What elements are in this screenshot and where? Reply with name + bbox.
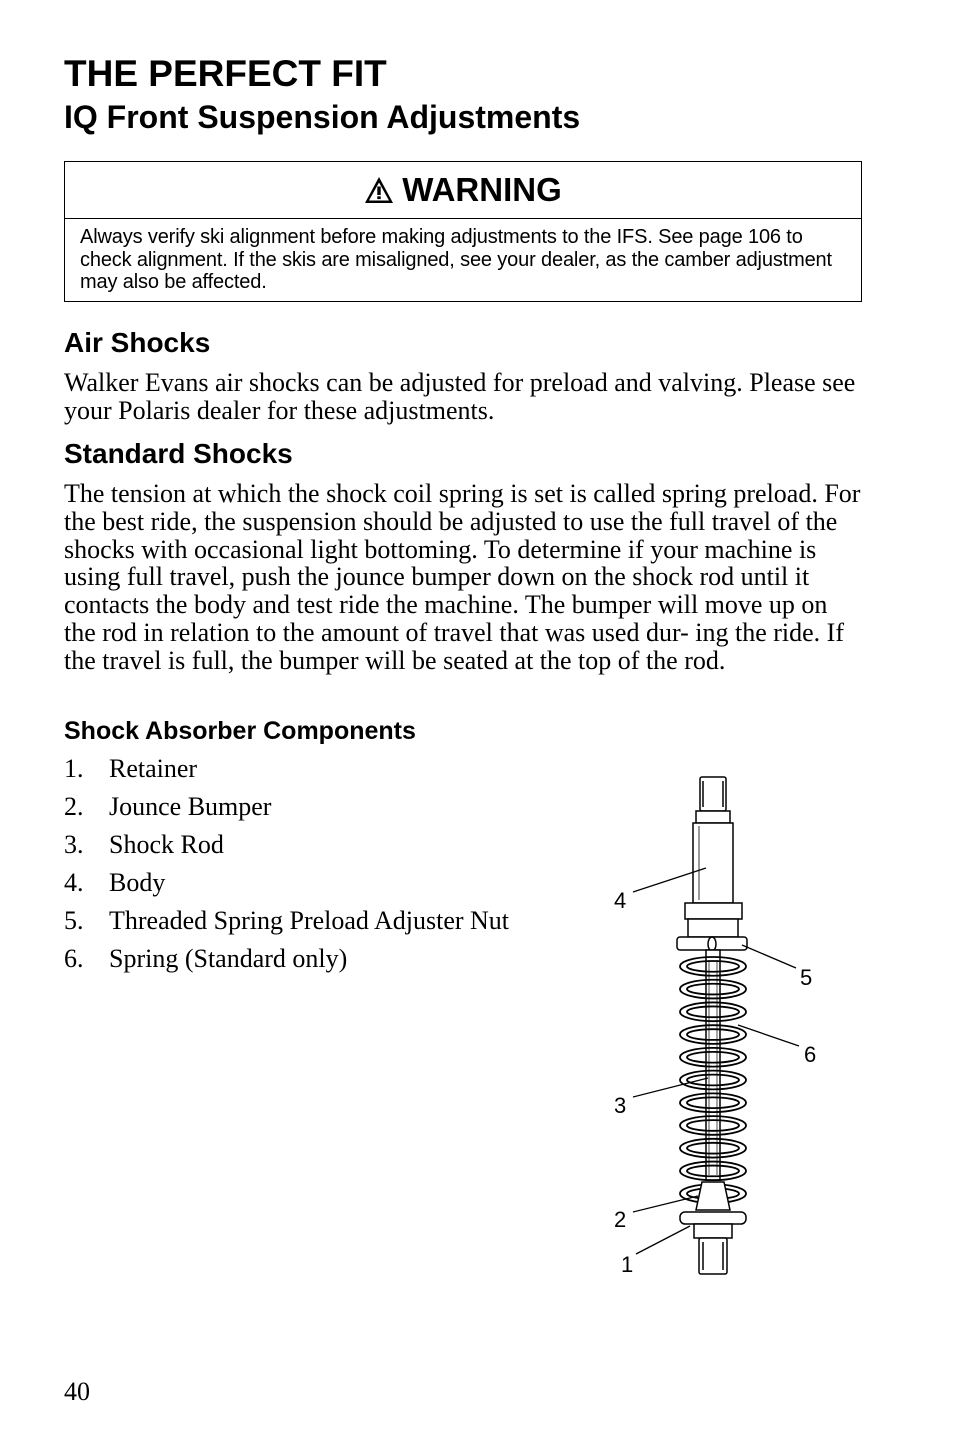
list-item-number: 1. [64,754,84,783]
callout-2: 2 [614,1207,627,1232]
jounce-bumper [696,1182,730,1210]
components-list [64,752,509,980]
list-item [64,904,509,942]
list-item [64,828,509,866]
callout-4: 4 [614,888,627,913]
list-item-label: Body [109,868,166,897]
list-item-label: Shock Rod [109,830,224,859]
components-heading: Shock Absorber Components [64,717,416,745]
list-item-label: Jounce Bumper [109,792,272,821]
list-item-label: Threaded Spring Preload Adjuster Nut [109,906,510,935]
warning-triangle-icon [364,175,394,205]
list-item [64,866,509,904]
list-item-number: 6. [64,944,84,973]
page-title: IQ Front Suspension Adjustments [64,99,581,135]
list-item-number: 3. [64,830,84,859]
warning-title: WARNING [402,171,562,208]
list-item-label: Retainer [109,754,198,783]
list-item [64,790,509,828]
standard-shocks-paragraph: The tension at which the shock coil spring is set is called spring preload. For the best ride, the suspension should be adjusted to use the full travel of the shocks with occasional light bottoming. To determine if your machine is using full travel, push the jounce bumper down on the shock rod until it contacts the body and test ride the machine. The bumper will move up on the rod in relation to the amount of travel that was used dur- ing the ride. If the travel is full, the bumper will be seated at the top of the rod. [64,479,861,675]
lower-retainer [680,1212,746,1224]
page-number: 40 [64,1377,90,1406]
section-title: THE PERFECT FIT [64,53,387,94]
air-shocks-paragraph: Walker Evans air shocks can be adjusted for preload and valving. Please see your Polaris dealer for these adjustments. [64,368,856,425]
warning-box [64,161,862,302]
air-shocks-heading: Air Shocks [64,327,211,358]
list-item [64,752,509,790]
lower-neck [694,1224,732,1238]
callout-6: 6 [804,1042,817,1067]
adjuster-nut [677,937,747,950]
warning-text: Always verify ski alignment before making adjustments to the IFS. See page 106 to check alignment. If the skis are misaligned, see your dealer, as the camber adjustment may also be affected. [80,226,832,293]
list-item-label: Spring (Standard only) [109,944,348,973]
callout-5: 5 [800,965,813,990]
upper-collar [685,903,742,919]
list-item-number: 4. [64,868,84,897]
leader-line-1 [636,1226,690,1254]
standard-shocks-heading: Standard Shocks [64,438,293,469]
callout-3: 3 [614,1093,627,1118]
warning-header [65,162,861,219]
leader-line-2 [633,1196,698,1212]
leader-line-6 [738,1025,799,1046]
callout-1: 1 [621,1252,634,1277]
list-item-number: 2. [64,792,84,821]
top-eye [700,777,726,811]
leader-line-5 [742,945,796,968]
list-item-number: 5. [64,906,84,935]
top-neck [696,811,730,823]
collar-band [688,919,738,937]
list-item [64,942,509,980]
shock-absorber-diagram [600,770,840,1290]
